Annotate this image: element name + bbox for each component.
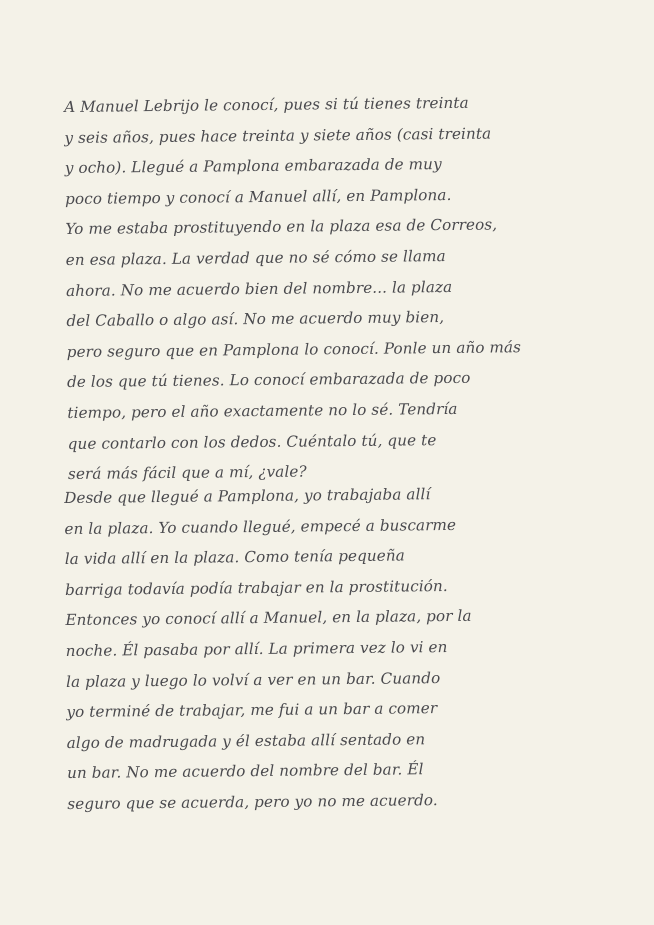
text-line: noche. Él pasaba por allí. La primera vez lo vi en [65, 637, 448, 660]
paragraph-1 [64, 87, 588, 490]
text-line: seguro que se acuerda, pero yo no me acuerdo. [67, 791, 438, 813]
text-line: la vida allí en la plaza. Como tenía pequeña [64, 546, 405, 569]
text-line: pero seguro que en Pamplona lo conocí. Ponle un año más [66, 337, 522, 361]
paragraph-2 [64, 478, 587, 820]
text-line: tiempo, pero el año exactamente no lo sé. Tendría [67, 399, 458, 422]
text-line: de los que tú tienes. Lo conocí embarazada de poco [66, 369, 471, 392]
text-line: algo de madrugada y él estaba allí sentado en [66, 729, 426, 752]
text-line: en esa plaza. La verdad que no sé cómo se llama [65, 246, 446, 269]
text-line: un bar. No me acuerdo del nombre del bar. Él [66, 760, 424, 783]
text-line: Desde que llegué a Pamplona, yo trabajaba allí [64, 485, 431, 507]
text-line: barriga todavía podía trabajar en la prostitución. [65, 576, 448, 599]
text-line: será más fácil que a mí, ¿vale? [67, 462, 307, 484]
text-line: Yo me estaba prostituyendo en la plaza esa de Correos, [65, 215, 498, 239]
text-line: la plaza y luego lo volví a ver en un bar. Cuando [65, 668, 441, 691]
text-line: del Caballo o algo así. No me acuerdo muy bien, [66, 308, 445, 331]
text-line: poco tiempo y conocí a Manuel allí, en Pamplona. [65, 185, 452, 208]
text-line: que contarlo con los dedos. Cuéntalo tú, que te [67, 430, 437, 453]
text-line: en la plaza. Yo cuando llegué, empecé a buscarme [64, 515, 457, 538]
text-line: y ocho). Llegué a Pamplona embarazada de muy [64, 155, 442, 178]
text-line: A Manuel Lebrijo le conocí, pues si tú tienes treinta [64, 93, 469, 116]
text-line: yo terminé de trabajar, me fui a un bar a comer [66, 699, 438, 722]
text-line: y seis años, pues hace treinta y siete años (casi treinta [64, 124, 492, 147]
text-line: Entonces yo conocí allí a Manuel, en la plaza, por la [65, 607, 472, 630]
text-line: ahora. No me acuerdo bien del nombre... la plaza [65, 277, 453, 300]
